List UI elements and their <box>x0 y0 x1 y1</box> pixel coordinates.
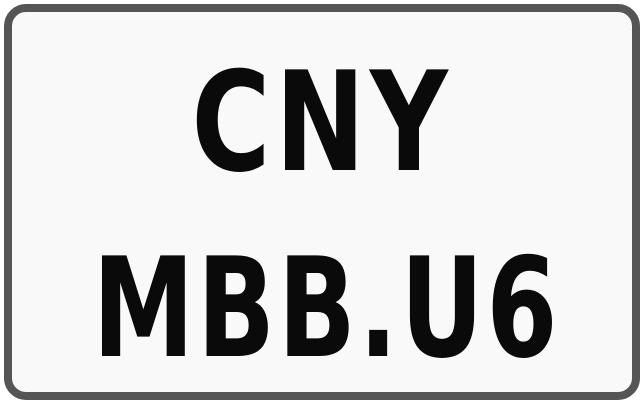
license-plate <box>4 4 640 400</box>
plate-line-1: CNY <box>191 42 453 203</box>
plate-line-2: MBB.U6 <box>92 228 561 389</box>
